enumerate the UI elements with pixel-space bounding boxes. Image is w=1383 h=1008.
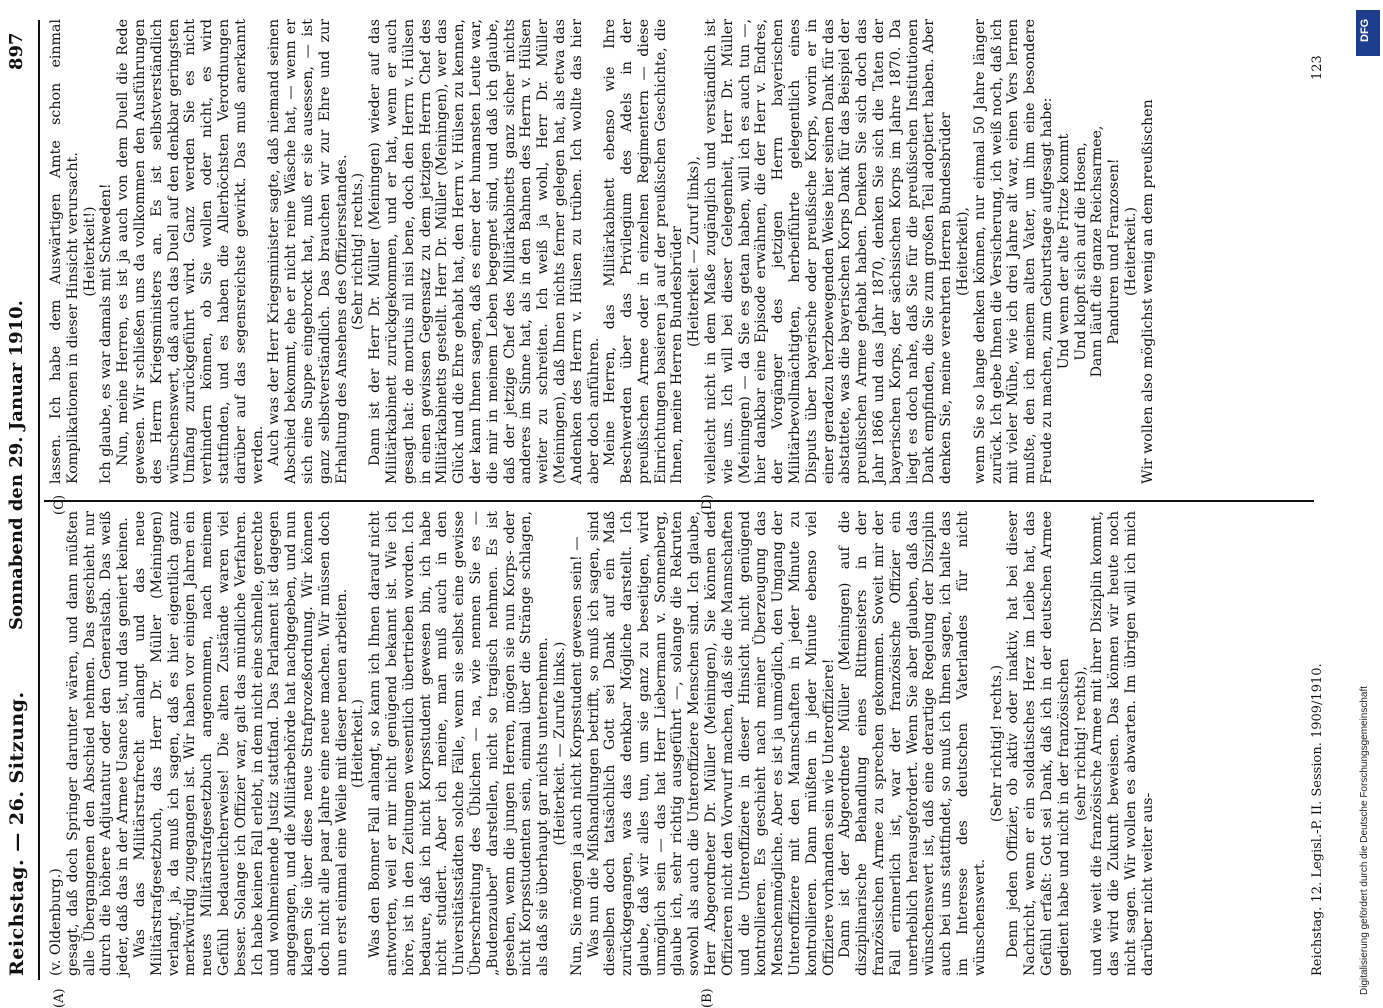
right-column-paragraph: Ich glaube, es war damals mit Schweden! — [98, 183, 115, 484]
right-column-paragraph: Dann läuft die ganze Reichsarmee, — [1089, 125, 1106, 378]
margin-mark-a: (A) — [52, 988, 67, 1008]
left-column-paragraph: Denn jeden Offizier, ob aktiv oder inaktiv, hat bei dieser Nachricht, wenn er ein soldatisches Herz im Leibe hat, das Gefühl erfaßt: Gott sei Dank, daß ich in der deutschen Armee gedient habe und nicht in der französischen — [1005, 511, 1072, 976]
margin-mark-c: (C) — [52, 494, 67, 515]
margin-mark-b: (B) — [700, 988, 715, 1008]
header-date: Sonnabend den 29. Januar 1910. — [6, 300, 27, 630]
right-column-paragraph: Nun, meine Herren, es ist ja auch von dem Duell die Rede gewesen. Wir schließen uns da vollkommen den Ausführungen des Herrn Kriegsministers an. Es ist selbstverständlich wünschenswert, daß auch das Duell auf den denkbar geringsten Umfang zurückgeführt wird. Ganz werden Sie es nicht verhindern können, ob Sie wollen oder nicht, es wird stattfinden, und es haben die Allerhöchsten Verordnungen darüber auf das segensreichste gewirkt. Das muß anerkannt werden. — [115, 19, 266, 484]
margin-mark-d: (D) — [700, 494, 715, 515]
right-column-paragraph: vielleicht nicht in dem Maße zugänglich und verständlich ist wie uns. Ich will bei dieser Gelegenheit, Herr Dr. Müller (Meiningen) — da Sie es getan haben, will ich es auch tun —, hier dankbar eine Episode erwähnen, die der Herr v. Endres, der Vorgänger des jetzigen Herrn bayerischen Militärbevollmächtigten, herbeiführte gelegentlich eines Disputs über bayerische oder preußische Korps, worin er in einer geradezu herzbewegenden Weise hier seinen Dank für das abstattete, was die bayerischen Korps Dank für das Beispiel der preußischen Armee gehabt haben. Denken Sie sich doch das Jahr 1866 und das Jahr 1870, denken Sie sich die Taten der bayerischen Korps, der sächsischen Korps im Jahre 1870. Da liegt es doch nahe, daß Sie für die preußischen Institutionen Dank empfinden, die Sie zum großen Teil adoptiert haben. Aber denken Sie, meine verehrten Herren Bundesbrüder — [703, 19, 955, 484]
digitization-note — [1345, 10, 1381, 995]
left-column-paragraph: (Heiterkeit. — Zurufe links.) — [551, 641, 568, 846]
right-column-paragraph: (Heiterkeit.) — [1123, 207, 1139, 296]
right-column-paragraph: (Sehr richtig! rechts.) — [350, 172, 367, 331]
right-column-paragraph: Wir wollen also möglichst wenig an dem preußischen — [1139, 99, 1156, 484]
column-divider — [44, 500, 1314, 502]
right-column-paragraph: Dann ist der Herr Dr. Müller (Meiningen) wieder auf das Militärkabinett zurückgekommen, und er hat, wenn er auch gesagt hat: de mortuis nil nisi bene, doch den Herrn v. Hülsen in einen gewissen Gegensatz zu dem jetzigen Herrn Chef des Militärkabinetts gestellt. Herr Dr. Müller (Meiningen), wer das Glück und die Ehre gehabt hat, den Herrn v. Hülsen zu kennen, der kann Ihnen sagen, daß es einer der humansten Leute war, die mir in meinem Leben begegnet sind, und daß ich glaube, daß der jetzige Chef des Militärkabinetts ganz sicher nichts anderes im Sinne hat, als in den Bahnen des Herrn v. Hülsen weiter zu schreiten. Ich weiß ja wohl, Herr Dr. Müller (Meiningen), daß Ihnen nichts ferner gelegen hat, als etwa das Andenken des Herrn v. Hülsen zu trüben. Ich wollte das hier aber doch anführen. — [367, 19, 602, 484]
header-session: Reichstag. — 26. Sitzung. — [6, 691, 28, 976]
footer-legislature: Reichstag. 12. Legisl.-P. II. Session. 1909/1910. — [1310, 663, 1325, 976]
right-column-paragraph: (Heiterkeit — Zuruf links), — [686, 156, 703, 347]
left-column-paragraph: und wie weit die französische Armee mit ihrer Disziplin kommt, das wird die Zukunft beweisen. Das können wir heute noch nicht sagen. Wir wollen es abwarten. Im übrigen will ich mich darüber nicht weiter aus- — [1089, 511, 1156, 976]
left-column-paragraph: Was nun die Mißhandlungen betrifft, so muß ich sagen, sind dieselben doch tatsächlich Gott sei Dank auf ein Maß zurückgegangen, was das denkbar Mögliche darstellt. Ich glaube, daß wir alles tun, um sie ganz zu beseitigen, wird unmöglich sein — das hat Herr Liebermann v. Sonnenberg, glaube ich, sehr richtig ausgeführt —, solange die Rekruten sowohl als auch die Unteroffiziere Menschen sind. Ich glaube, Herr Abgeordneter Dr. Müller (Meiningen), Sie können den Offizieren nicht den Vorwurf machen, daß sie die Mannschaften und die Unteroffiziere in dieser Hinsicht nicht genügend kontrollieren. Es geschieht nach meiner Überzeugung das Menschenmögliche. Aber es ist ja unmöglich, den Umgang der Unteroffiziere mit den Mannschaften in jeder Minute zu kontrollieren. Dann müßten in jeder Minute ebenso viel Offiziere vorhanden sein wie Unteroffiziere! — [585, 511, 837, 976]
right-column-paragraph: lassen. Ich habe dem Auswärtigen Amte schon einmal Komplikationen in dieser Hinsicht verursacht. — [48, 19, 81, 484]
right-column-paragraph: Meine Herren, das Militärkabinett ebenso wie Ihre Beschwerden über das Privilegium des Adels in der preußischen Armee oder in einzelnen Regimentern — diese Einrichtungen basieren ja auf der preußischen Geschichte, die Ihnen, meine Herren Bundesbrüder — [602, 19, 686, 484]
left-column — [48, 511, 1157, 976]
footer-sheet-number: 123 — [1310, 55, 1325, 80]
left-column-paragraph: Nun, Sie mögen ja auch nicht Korpsstudent gewesen sein! — — [568, 536, 585, 976]
header-rule — [38, 20, 40, 980]
right-column-paragraph: (Heiterkeit!) — [81, 206, 98, 297]
right-column-paragraph: Panduren und Franzosen! — [1106, 158, 1123, 345]
header-page-number: 897 — [6, 32, 27, 70]
right-column-paragraph: Und klopft sich auf die Hosen, — [1072, 142, 1089, 361]
page-header — [0, 0, 40, 1000]
dfg-logo — [1356, 10, 1380, 56]
digitization-note-text: Digitalisierung gefördert durch die Deutsche Forschungsgemeinschaft — [1359, 685, 1370, 995]
right-column-paragraph: wenn Sie so lange denken können, nur einmal 50 Jahre länger zurück. Ich gebe Ihnen die Versicherung, ich weiß noch, daß ich mit vieler Mühe, wie ich drei Jahre alt war, einen Vers lernen mußte, den ich meinem alten Vater, um ihm eine besondere Freude zu machen, zum Geburtstage aufgesagt habe: — [971, 19, 1056, 484]
left-column-paragraph: (Sehr richtig! rechts.) — [988, 664, 1005, 823]
dfg-logo-text: DFG — [1359, 18, 1371, 42]
right-column-paragraph: Auch was der Herr Kriegsminister sagte, daß niemand seinen Abschied bekommt, ehe er nicht reine Wäsche hat, — wenn er sich eine Suppe eingebrockt hat, muß er sie ausessen, — ist ganz selbstverständlich. Das brauchen wir zur Ehre und zur Erhaltung des Ansehens des Offiziersstandes. — [266, 19, 350, 484]
left-column-paragraph: (v. Oldenburg.) — [48, 868, 64, 976]
left-column-paragraph: (sehr richtig! rechts), — [1072, 666, 1089, 821]
left-column-paragraph: Dann ist der Abgeordnete Müller (Meiningen) auf die disziplinarische Behandlung eines Rittmeisters in der französischen Armee zu sprechen gekommen. Soweit mir der Fall erinnerlich ist, war der französische Offizier ein unerheblich herausgefordert. Wenn Sie aber glauben, daß das wünschenswert ist, daß eine derartige Regelung der Disziplin auch bei uns stattfindet, so muß ich Ihnen sagen, ich halte das im Interesse des deutschen Vaterlandes für nicht wünschenswert. — [837, 511, 988, 976]
left-column-paragraph: (Heiterkeit.) — [350, 699, 367, 788]
left-column-paragraph: gesagt, daß doch Springer darunter wären, und dann müßten alle Übergangenen den Abschied nehmen. Das geschieht nur durch die höhere Adjutantur oder den Generalstab. Das weiß jeder, daß das in der Armee Usance ist, und das geniert keinen. — [64, 511, 132, 976]
right-column-paragraph: Und wenn der alte Fritze kommt — [1055, 133, 1072, 370]
right-column — [48, 19, 1157, 484]
left-column-paragraph: Was das Militärstrafrecht anlangt und das neue Militärstrafgesetzbuch, das Herr Dr. Müller (Meiningen) verlangt, ja, da muß ich sagen, daß es hier eigentlich ganz merkwürdig zugegangen ist. Wir haben vor einigen Jahren ein neues Militärstrafgesetzbuch angenommen, nach meinem Gefühl bedauerlicherweise! Die alten Zustände waren viel besser. Solange ich Offizier war, galt das mündliche Verfahren. Ich habe keinen Fall erlebt, in dem nicht eine schnelle, gerechte und wohlmeinende Justiz stattfand. Das Parlament ist dagegen angegangen, und die Militärbehörde hat nachgegeben, und nun klagen Sie über diese neue Strafprozeßordnung. Wir können doch nicht alle paar Jahre eine neue machen. Wir müssen doch nun erst einmal eine Weile mit dieser neuen arbeiten. — [131, 511, 350, 976]
left-column-paragraph: Was den Bonner Fall anlangt, so kann ich Ihnen darauf nicht antworten, weil er mir nicht genügend bekannt ist. Wie ich höre, ist in den Zeitungen wesentlich übertrieben worden. Ich bedaure, daß ich nicht Korpsstudent gewesen bin, ich habe nicht studiert. Aber ich meine, man muß auch in den Universitätsstädten solche Fälle, wenn sie selbst eine gewisse Überschreitung des Üblichen — na, wie nennen Sie es — „Budenzauber" darstellen, nicht so tragisch nehmen. Es ist gesehen, wenn die jungen Herren, mögen sie nun Korps- oder nicht Korpsstudenten sein, einmal über die Stränge schlagen, als daß sie überhaupt gar nichts unternehmen. — [367, 511, 552, 976]
right-column-paragraph: (Heiterkeit), — [955, 207, 972, 296]
